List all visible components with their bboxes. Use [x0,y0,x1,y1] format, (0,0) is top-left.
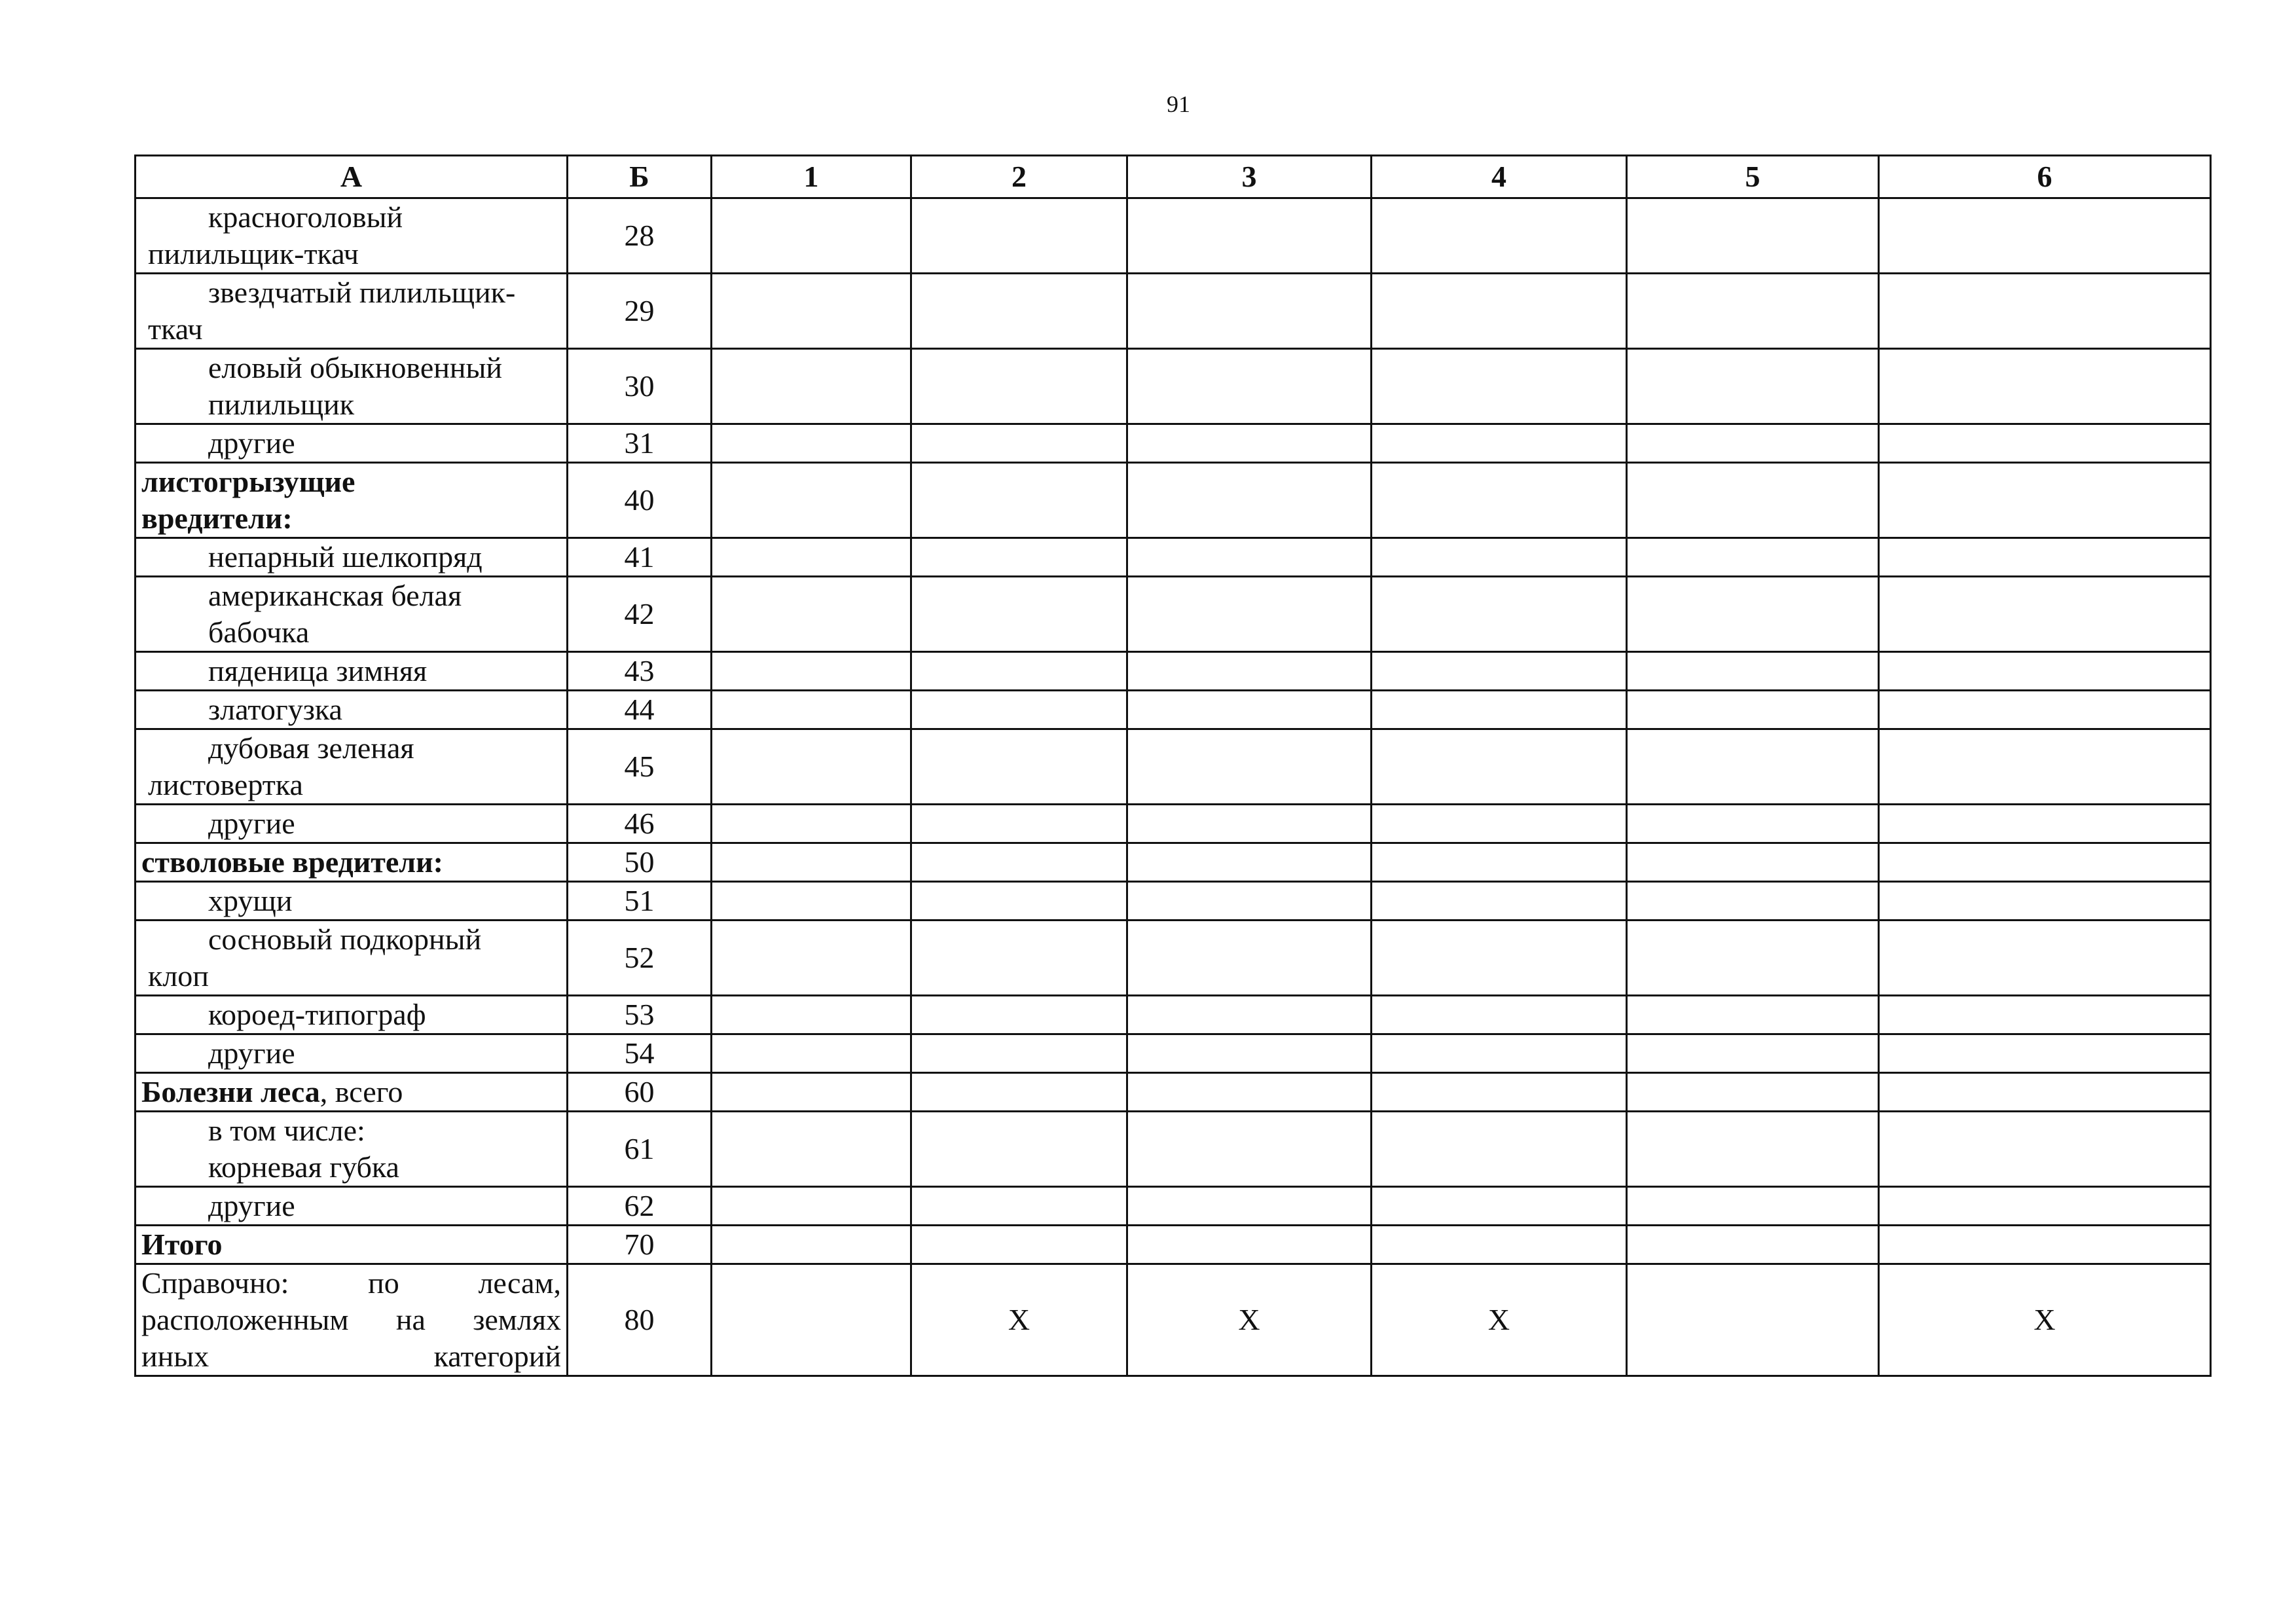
value-cell-col-2 [911,996,1127,1034]
row-code-cell: 46 [568,805,712,843]
value-cell-col-1 [712,996,911,1034]
value-cell-col-5 [1627,463,1879,538]
value-cell-col-4 [1372,921,1627,996]
value-cell-col-5 [1627,424,1879,463]
value-cell-col-3 [1127,198,1372,274]
row-name-line: корневая губка [208,1150,399,1184]
value-cell-col-6 [1879,805,2211,843]
value-cell-col-2 [911,882,1127,921]
value-cell-col-4 [1372,729,1627,805]
table-row [136,652,2211,691]
value-cell-col-2 [911,1034,1127,1073]
value-cell-col-2 [911,577,1127,652]
table-row [136,805,2211,843]
value-cell-col-4 [1372,1073,1627,1112]
value-cell-col-4 [1372,652,1627,691]
row-name-cell [136,882,568,921]
value-cell-col-6 [1879,882,2211,921]
header-col-5: 5 [1627,156,1879,198]
value-cell-col-5 [1627,1187,1879,1226]
value-cell-col-1 [712,349,911,424]
value-cell-col-6 [1879,1187,2211,1226]
value-cell-col-1 [712,843,911,882]
value-cell-col-6 [1879,921,2211,996]
value-cell-col-3 [1127,1187,1372,1226]
value-cell-col-3 [1127,996,1372,1034]
value-cell-col-1 [712,424,911,463]
row-name-line: непарный шелкопряд [208,540,483,574]
value-cell-col-5 [1627,805,1879,843]
value-cell-col-4 [1372,274,1627,349]
value-cell-col-2 [911,921,1127,996]
table-row [136,882,2211,921]
value-cell-col-5 [1627,274,1879,349]
table-row [136,424,2211,463]
row-name-cell [136,538,568,577]
value-cell-col-2 [911,1073,1127,1112]
row-code-cell: 42 [568,577,712,652]
value-cell-col-1 [712,1226,911,1264]
row-name-cell [136,1073,568,1112]
row-name-cell [136,1264,568,1376]
value-cell-col-1 [712,577,911,652]
value-cell-col-5 [1627,198,1879,274]
value-cell-col-3 [1127,538,1372,577]
row-name-line: листогрызущие [141,465,355,498]
value-cell-col-3 [1127,1034,1372,1073]
value-cell-col-6 [1879,463,2211,538]
value-cell-col-2 [911,1187,1127,1226]
table-body [136,198,2211,1376]
row-name-line: бабочка [208,615,310,649]
value-cell-col-6 [1879,729,2211,805]
value-cell-col-2 [911,349,1127,424]
row-name-line: вредители: [141,501,293,535]
header-col-b: Б [568,156,712,198]
row-name-line: другие [208,1189,295,1222]
row-name-bold: Болезни леса [141,1075,320,1108]
value-cell-col-2 [911,729,1127,805]
value-cell-col-2 [911,691,1127,729]
value-cell-col-6 [1879,198,2211,274]
value-cell-col-3: Х [1127,1264,1372,1376]
value-cell-col-2 [911,424,1127,463]
value-cell-col-3 [1127,577,1372,652]
value-cell-col-1 [712,1264,911,1376]
row-name-line: другие [208,426,295,460]
table-row [136,1187,2211,1226]
value-cell-col-2 [911,843,1127,882]
row-name-line: красноголовый [208,200,403,234]
row-name-line: американская белая [208,579,462,612]
row-name-cell [136,274,568,349]
row-name-cell [136,424,568,463]
row-name-cell [136,921,568,996]
value-cell-col-4 [1372,996,1627,1034]
value-cell-col-1 [712,1073,911,1112]
table-row [136,577,2211,652]
value-cell-col-2: Х [911,1264,1127,1376]
table-row [136,691,2211,729]
header-col-a: А [136,156,568,198]
value-cell-col-5 [1627,1073,1879,1112]
row-name-line: листовертка [148,768,303,801]
value-cell-col-5 [1627,843,1879,882]
row-code-cell: 28 [568,198,712,274]
row-name-line: хрущи [208,884,293,917]
value-cell-col-3 [1127,843,1372,882]
value-cell-col-1 [712,652,911,691]
value-cell-col-6 [1879,274,2211,349]
row-name-cell [136,843,568,882]
row-name-line: дубовая зеленая [208,731,414,765]
value-cell-col-4 [1372,463,1627,538]
value-cell-col-5 [1627,1034,1879,1073]
value-cell-col-6 [1879,349,2211,424]
value-cell-col-3 [1127,1226,1372,1264]
table-row [136,274,2211,349]
value-cell-col-4 [1372,843,1627,882]
value-cell-col-4 [1372,349,1627,424]
row-code-cell: 62 [568,1187,712,1226]
row-name-cell [136,1112,568,1187]
value-cell-col-6 [1879,1073,2211,1112]
value-cell-col-2 [911,463,1127,538]
value-cell-col-5 [1627,538,1879,577]
row-name-cell [136,198,568,274]
row-code-cell: 52 [568,921,712,996]
row-name-line: стволовые вредители: [141,845,443,879]
row-name-cell [136,729,568,805]
row-code-cell: 80 [568,1264,712,1376]
value-cell-col-5 [1627,652,1879,691]
row-name-line: в том числе: [208,1114,365,1147]
row-name-line: ткач [148,312,203,346]
row-name-line: другие [208,1036,295,1070]
row-code-cell: 30 [568,349,712,424]
value-cell-col-3 [1127,652,1372,691]
row-code-cell: 54 [568,1034,712,1073]
header-col-1: 1 [712,156,911,198]
row-name-line: пилильщик [208,388,355,421]
value-cell-col-6: Х [1879,1264,2211,1376]
value-cell-col-6 [1879,577,2211,652]
value-cell-col-5 [1627,1264,1879,1376]
row-name-line: Справочно: по лесам, [141,1266,561,1300]
value-cell-col-3 [1127,805,1372,843]
row-name-cell [136,691,568,729]
row-name-cell [136,1226,568,1264]
row-name-line: сосновый подкорный [208,922,482,956]
table-row [136,1226,2211,1264]
value-cell-col-5 [1627,729,1879,805]
value-cell-col-4 [1372,577,1627,652]
row-name-line: короед-типограф [208,998,426,1031]
value-cell-col-3 [1127,349,1372,424]
value-cell-col-5 [1627,349,1879,424]
row-name-cell [136,1034,568,1073]
value-cell-col-4 [1372,538,1627,577]
value-cell-col-2 [911,1112,1127,1187]
value-cell-col-6 [1879,1226,2211,1264]
row-code-cell: 61 [568,1112,712,1187]
value-cell-col-4: Х [1372,1264,1627,1376]
value-cell-col-1 [712,463,911,538]
value-cell-col-5 [1627,1226,1879,1264]
value-cell-col-1 [712,198,911,274]
row-name-cell [136,349,568,424]
table-row [136,463,2211,538]
value-cell-col-3 [1127,691,1372,729]
value-cell-col-2 [911,1226,1127,1264]
row-name-line: звездчатый пилильщик- [208,276,516,309]
row-name-line: Итого [141,1228,223,1261]
value-cell-col-1 [712,805,911,843]
row-name-cell [136,463,568,538]
value-cell-col-5 [1627,996,1879,1034]
value-cell-col-3 [1127,1112,1372,1187]
row-code-cell: 51 [568,882,712,921]
header-col-2: 2 [911,156,1127,198]
row-code-cell: 50 [568,843,712,882]
value-cell-col-6 [1879,538,2211,577]
value-cell-col-4 [1372,424,1627,463]
value-cell-col-2 [911,652,1127,691]
row-name-cell [136,805,568,843]
table-row [136,1034,2211,1073]
value-cell-col-6 [1879,1112,2211,1187]
row-name-line: клоп [148,959,209,993]
value-cell-col-4 [1372,1112,1627,1187]
row-code-cell: 44 [568,691,712,729]
value-cell-col-3 [1127,882,1372,921]
value-cell-col-4 [1372,1034,1627,1073]
table-row [136,921,2211,996]
value-cell-col-4 [1372,198,1627,274]
header-col-3: 3 [1127,156,1372,198]
value-cell-col-2 [911,538,1127,577]
value-cell-col-3 [1127,921,1372,996]
value-cell-col-1 [712,538,911,577]
table-row [136,538,2211,577]
row-name-line: другие [208,807,295,840]
value-cell-col-6 [1879,1034,2211,1073]
value-cell-col-5 [1627,1112,1879,1187]
row-code-cell: 41 [568,538,712,577]
value-cell-col-1 [712,274,911,349]
row-name-line: пилильщик-ткач [148,237,359,270]
value-cell-col-2 [911,805,1127,843]
value-cell-col-1 [712,882,911,921]
value-cell-col-4 [1372,805,1627,843]
value-cell-col-1 [712,1187,911,1226]
value-cell-col-1 [712,691,911,729]
value-cell-col-3 [1127,274,1372,349]
row-code-cell: 29 [568,274,712,349]
row-code-cell: 43 [568,652,712,691]
table-row [136,996,2211,1034]
value-cell-col-6 [1879,691,2211,729]
value-cell-col-6 [1879,652,2211,691]
row-code-cell: 31 [568,424,712,463]
row-code-cell: 60 [568,1073,712,1112]
value-cell-col-5 [1627,921,1879,996]
value-cell-col-5 [1627,577,1879,652]
table-row [136,1073,2211,1112]
page-number: 91 [1167,91,1190,117]
row-name-line: иных категорий [141,1340,561,1373]
value-cell-col-1 [712,1112,911,1187]
value-cell-col-6 [1879,843,2211,882]
value-cell-col-1 [712,729,911,805]
row-name-cell [136,1187,568,1226]
row-name-rest: , всего [319,1075,403,1108]
table-row [136,843,2211,882]
value-cell-col-4 [1372,882,1627,921]
value-cell-col-3 [1127,1073,1372,1112]
value-cell-col-1 [712,1034,911,1073]
value-cell-col-2 [911,274,1127,349]
value-cell-col-3 [1127,424,1372,463]
value-cell-col-6 [1879,424,2211,463]
header-row [136,156,2211,198]
table-row [136,1112,2211,1187]
row-code-cell: 45 [568,729,712,805]
value-cell-col-1 [712,921,911,996]
row-code-cell: 40 [568,463,712,538]
header-col-4: 4 [1372,156,1627,198]
value-cell-col-5 [1627,691,1879,729]
row-code-cell: 53 [568,996,712,1034]
value-cell-col-5 [1627,882,1879,921]
table-row [136,349,2211,424]
row-name-line: еловый обыкновенный [208,351,503,384]
value-cell-col-6 [1879,996,2211,1034]
row-name-line: расположенным на землях [141,1303,561,1336]
table-row [136,729,2211,805]
value-cell-col-4 [1372,1226,1627,1264]
header-col-6: 6 [1879,156,2211,198]
value-cell-col-2 [911,198,1127,274]
table-row [136,198,2211,274]
row-name-line: златогузка [208,693,342,726]
table-row [136,1264,2211,1376]
value-cell-col-4 [1372,691,1627,729]
row-code-cell: 70 [568,1226,712,1264]
report-table [134,155,2212,1377]
row-name-cell [136,652,568,691]
row-name-line: пяденица зимняя [208,654,428,687]
value-cell-col-3 [1127,729,1372,805]
row-name-cell [136,577,568,652]
value-cell-col-4 [1372,1187,1627,1226]
value-cell-col-3 [1127,463,1372,538]
row-name-cell [136,996,568,1034]
